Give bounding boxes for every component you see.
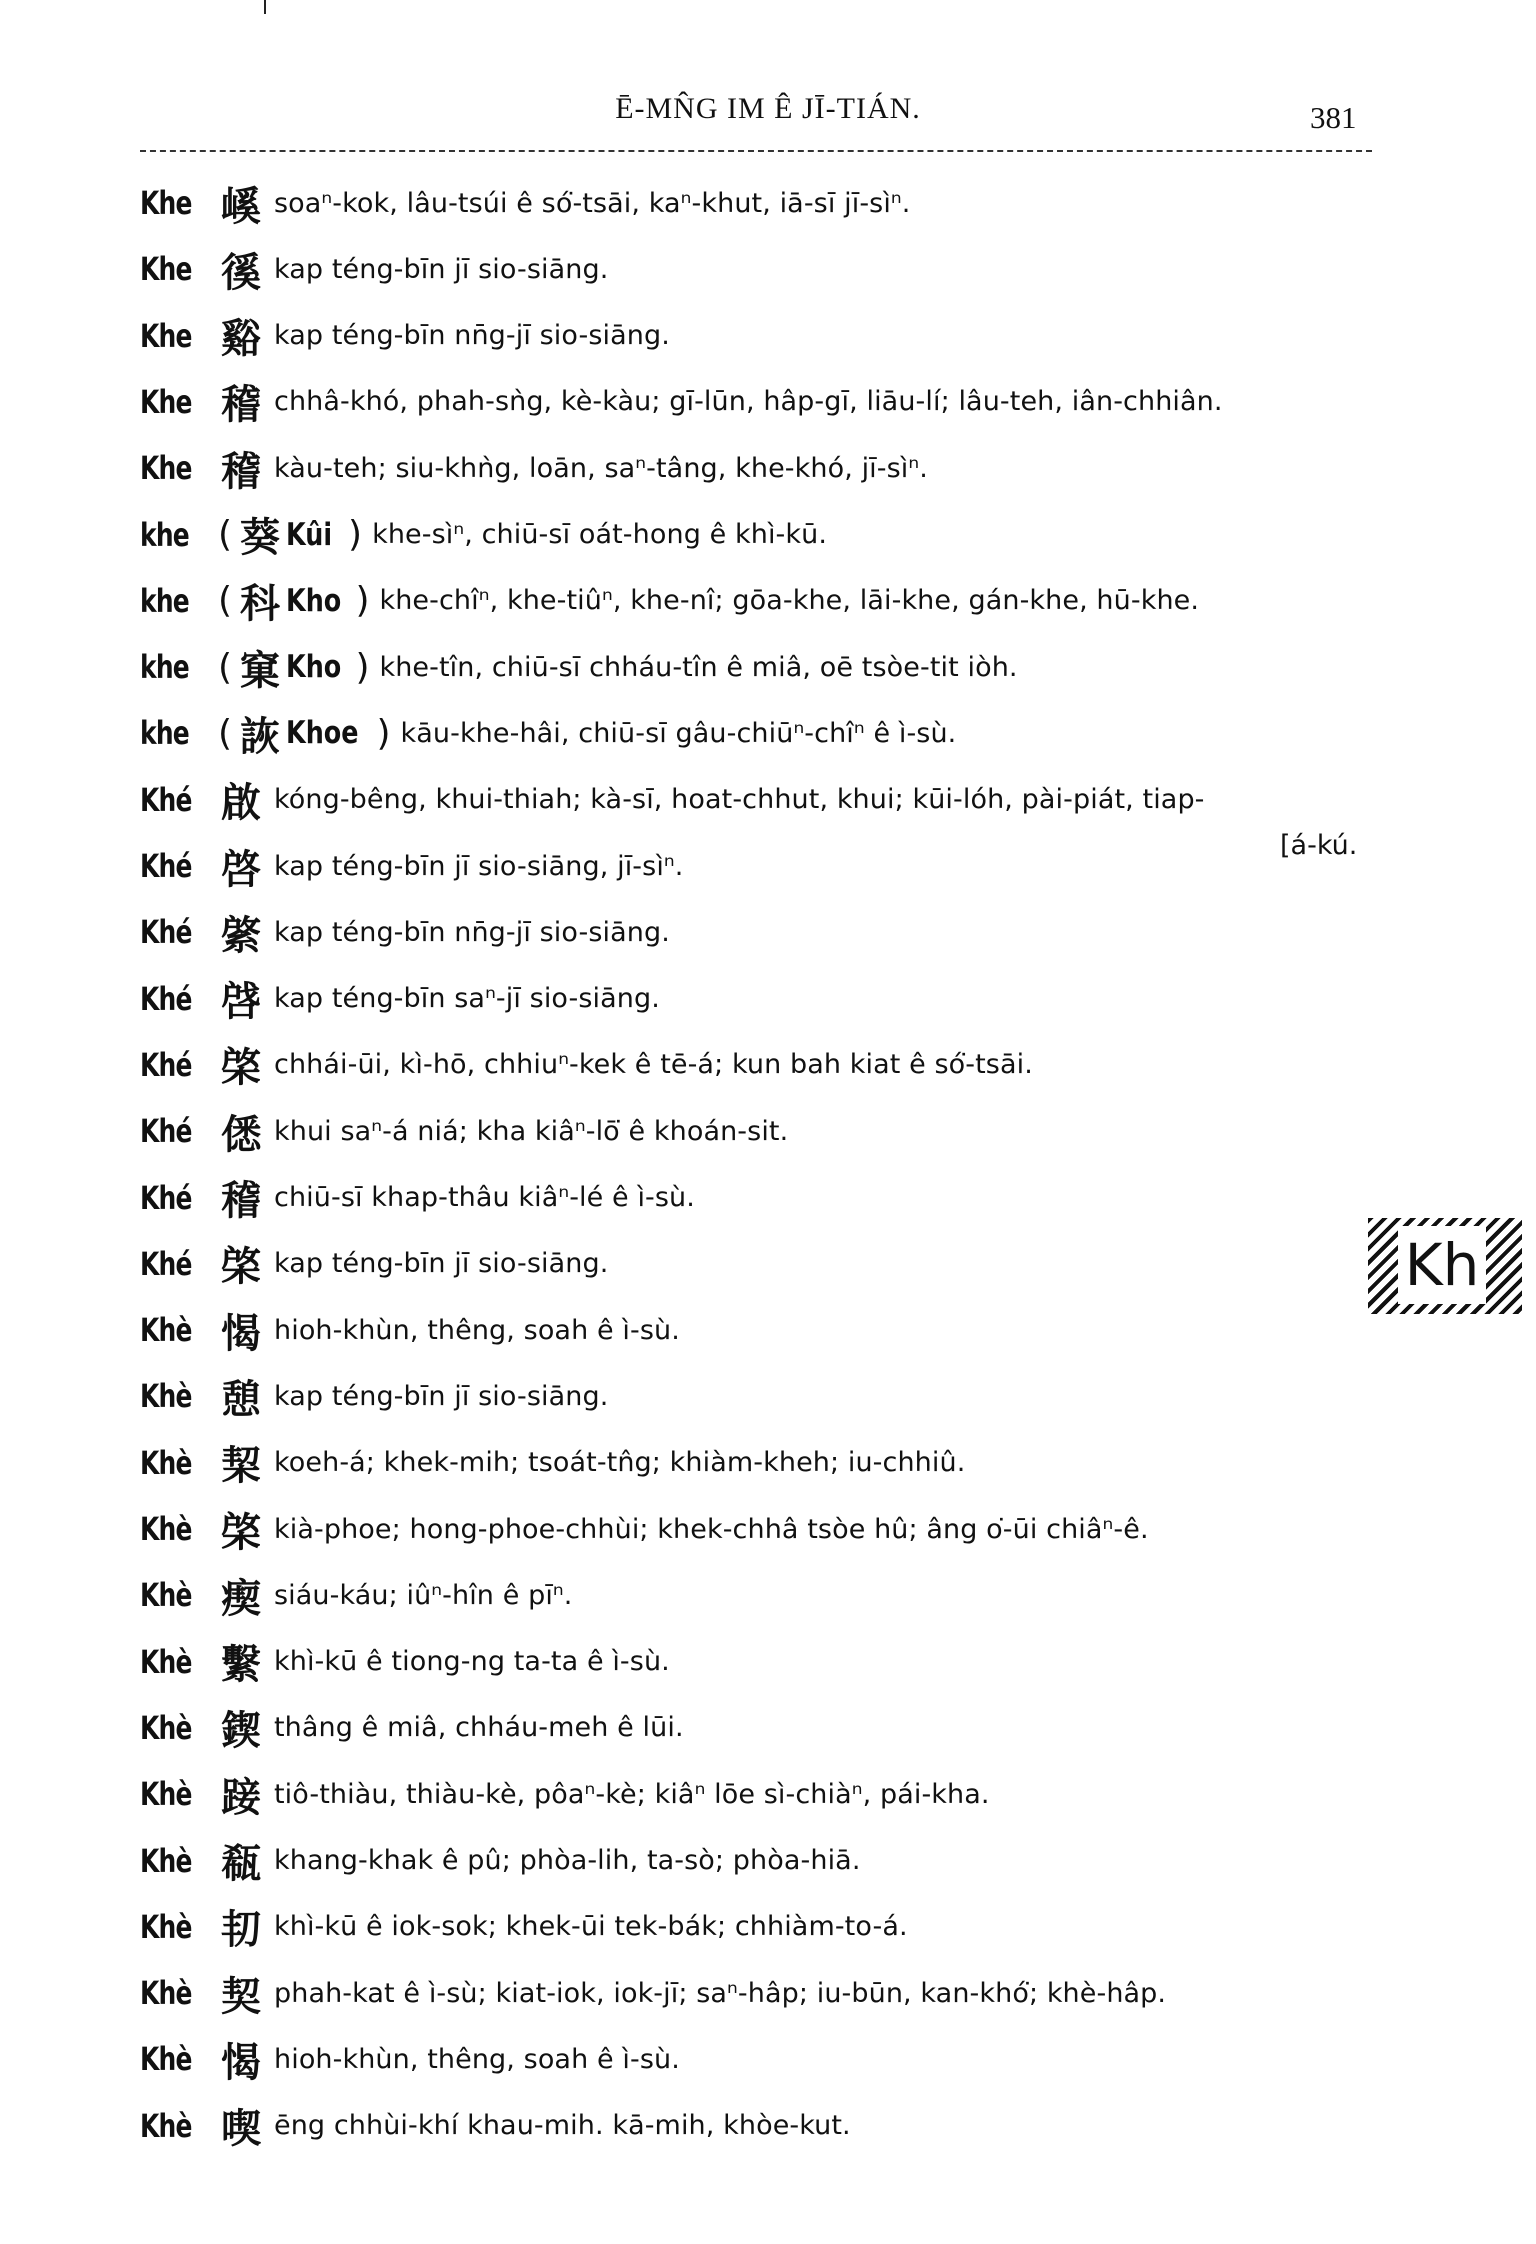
entry-headword: Khé [140, 847, 192, 885]
entry-definition: kāu-khe-hâi, chiū-sī gâu-chiūⁿ-chîⁿ ê ì-sù. [400, 717, 957, 749]
entry-headword: khe [140, 648, 189, 687]
entry-headword: Khé [140, 1112, 192, 1151]
entry-headword: Khè [140, 2040, 192, 2079]
entry-alt-reading: Kho [286, 582, 342, 619]
entry-headword: Khè [140, 1510, 192, 1548]
entry-continuation: [á-kú. [1280, 830, 1358, 861]
dictionary-entry [140, 1430, 1380, 1496]
entry-character: 啓 [221, 846, 261, 893]
entry-character: 踥 [221, 1774, 261, 1821]
entry-definition: chiū-sī khap-thâu kiâⁿ-lé ê ì-sù. [274, 1182, 695, 1213]
close-paren: ) [355, 580, 370, 622]
open-paren: ( [218, 580, 233, 622]
entry-character: 稽 [221, 1178, 261, 1224]
dictionary-entry [140, 369, 1380, 435]
open-paren: ( [218, 514, 233, 555]
dictionary-entry [140, 170, 1380, 236]
entry-headword: khe [140, 714, 189, 753]
top-mark [264, 0, 266, 14]
dictionary-entry [140, 502, 1380, 568]
entry-character: 㓞 [221, 1907, 261, 1954]
entry-definition: kap téng-bīn saⁿ-jī sio-siāng. [274, 983, 660, 1015]
dictionary-entry [140, 1629, 1380, 1695]
entry-definition: khe-sìⁿ, chiū-sī oát-hong ê khì-kū. [372, 519, 828, 550]
entry-definition: phah-kat ê ì-sù; kiat-iok, iok-jī; saⁿ-hâp; iu-būn, kan-khó͘; khè-hâp. [274, 1977, 1167, 2009]
entry-headword: Khè [140, 1576, 192, 1615]
dictionary-entry [140, 1894, 1380, 1960]
entry-headword: Khe [140, 316, 192, 355]
entry-definition: kap téng-bīn jī sio-siāng. [274, 1248, 609, 1280]
entry-definition: kóng-bêng, khui-thiah; kà-sī, hoat-chhut, khui; kūi-lóh, pài-piát, tiap- [274, 784, 1205, 816]
open-paren: ( [218, 646, 233, 688]
entry-character: 谿 [221, 316, 261, 363]
entry-character: 徯 [221, 249, 261, 296]
entry-definition: khui saⁿ-á niá; kha kiâⁿ-lō͘ ê khoán-sit. [274, 1115, 789, 1147]
entry-headword: Khè [140, 1974, 192, 2013]
entry-headword: Khè [140, 1907, 192, 1946]
entry-definition: chhâ-khó, phah-sǹg, kè-kàu; gī-lūn, hâp-gī, liāu-lí; lâu-teh, iân-chhiân. [274, 386, 1223, 418]
entry-definition: kap téng-bīn jī sio-siāng. [274, 253, 609, 285]
dictionary-entry [140, 767, 1380, 833]
entry-headword: Khè [140, 1841, 192, 1880]
entry-headword: Khe [140, 449, 192, 488]
entry-character: 契 [221, 1973, 261, 2020]
dictionary-entry [140, 2026, 1380, 2092]
dictionary-entry [140, 236, 1380, 302]
entry-headword: Khè [140, 1311, 192, 1350]
dictionary-entry [140, 966, 1380, 1032]
entry-definition: koeh-á; khek-mih; tsoát-tn̂g; khiàm-kheh; iu-chhiû. [274, 1447, 966, 1479]
entry-definition: tiô-thiàu, thiàu-kè, pôaⁿ-kè; kiâⁿ lōe sì-chiàⁿ, pái-kha. [274, 1778, 990, 1810]
entry-character: 栔 [221, 1443, 261, 1490]
dictionary-entry [140, 435, 1380, 501]
entry-definition: chhái-ūi, kì-hō, chhiuⁿ-kek ê tē-á; kun bah kiat ê só͘-tsāi. [274, 1049, 1033, 1081]
dictionary-entry [140, 1496, 1380, 1562]
entry-definition: kap téng-bīn nn̄g-jī sio-siāng. [274, 916, 670, 948]
dictionary-entry [140, 833, 1380, 899]
open-paren: ( [218, 712, 233, 754]
entry-character: 嵠 [221, 183, 261, 230]
entry-character: 鍥 [221, 1708, 261, 1755]
dictionary-entry [140, 1562, 1380, 1628]
dictionary-entry [140, 2093, 1380, 2159]
entry-headword: khe [140, 515, 189, 554]
dictionary-entry [140, 899, 1380, 965]
dictionary-entry [140, 1098, 1380, 1164]
entry-headword: Khe [140, 250, 192, 289]
entry-alt-reading: Kûi [286, 516, 333, 553]
entry-definition: soaⁿ-kok, lâu-tsúi ê só͘-tsāi, kaⁿ-khut, iā-sī jī-sìⁿ. [274, 187, 911, 219]
running-header-title: Ē-MN̂G IM Ê JĪ-TIÁN. [615, 92, 921, 125]
entry-headword: khe [140, 581, 189, 620]
entry-definition: khang-khak ê pû; phòa-lih, ta-sò; phòa-hiā. [274, 1845, 861, 1876]
entry-definition: ēng chhùi-khí khau-mih. kā-mih, khòe-kut. [274, 2110, 851, 2142]
close-paren: ) [355, 646, 370, 688]
entry-definition: hioh-khùn, thêng, soah ê ì-sù. [274, 1314, 680, 1346]
entry-character: 瓻 [221, 1841, 261, 1887]
entry-alt-character: 葵 [240, 515, 281, 561]
entry-character: 綮 [221, 912, 261, 959]
entry-headword: Khe [140, 184, 192, 222]
entry-character: 僁 [221, 1111, 261, 1158]
dictionary-entry [140, 1960, 1380, 2026]
entry-character: 稽 [221, 448, 261, 495]
dictionary-entry [140, 1761, 1380, 1827]
entry-headword: Khé [140, 913, 192, 952]
dictionary-entry [140, 634, 1380, 700]
close-paren: ) [376, 712, 391, 754]
entry-character: 啔 [221, 979, 261, 1026]
close-paren: ) [348, 514, 363, 555]
dictionary-entry [140, 1695, 1380, 1761]
thumb-index-tab [1368, 1218, 1522, 1314]
page-number: 381 [1310, 100, 1357, 135]
entry-alt-reading: Khoe [286, 715, 359, 752]
entry-headword: Khè [140, 1775, 192, 1814]
entry-character: 稽 [221, 382, 261, 429]
entry-definition: khe-tîn, chiū-sī chháu-tîn ê miâ, oē tsòe-tit iòh. [379, 651, 1018, 683]
entry-alt-character: 詼 [240, 713, 281, 760]
dictionary-entry [140, 1297, 1380, 1363]
entry-headword: Khé [140, 1178, 192, 1217]
entry-definition: kià-phoe; hong-phoe-chhùi; khek-chhâ tsòe hû; âng o͘-ūi chiâⁿ-ê. [274, 1513, 1149, 1545]
entry-definition: kap téng-bīn nn̄g-jī sio-siāng. [274, 320, 670, 352]
entry-definition: thâng ê miâ, chháu-meh ê lūi. [274, 1712, 684, 1744]
entry-character: 憩 [221, 1376, 261, 1423]
dictionary-entry [140, 1231, 1380, 1297]
entry-headword: Khé [140, 780, 192, 819]
dictionary-entry [140, 1032, 1380, 1098]
entry-definition: khì-kū ê iok-sok; khek-ūi tek-bák; chhiàm-to-á. [274, 1911, 908, 1943]
dictionary-entry [140, 568, 1380, 634]
entry-character: 棨 [221, 1045, 261, 1092]
entry-definition: kap téng-bīn jī sio-siāng, jī-sìⁿ. [274, 850, 684, 882]
entry-character: 啟 [221, 780, 261, 827]
entry-character: 愒 [221, 1310, 261, 1357]
entry-character: 繫 [221, 1642, 261, 1689]
entry-definition: khì-kū ê tiong-ng ta-ta ê ì-sù. [274, 1646, 670, 1678]
entry-definition: kàu-teh; siu-khǹg, loān, saⁿ-tâng, khe-khó, jī-sìⁿ. [274, 452, 928, 484]
thumb-index-label: Kh [1398, 1226, 1486, 1304]
entry-headword: Khè [140, 1443, 192, 1482]
entry-headword: Khè [140, 2106, 192, 2145]
dictionary-entry [140, 1363, 1380, 1429]
entry-alt-character: 科 [240, 581, 281, 628]
dictionary-entry [140, 303, 1380, 369]
entry-character: 瘈 [221, 1575, 261, 1622]
dictionary-entry [140, 1165, 1380, 1231]
dictionary-entry [140, 700, 1380, 766]
entry-definition: kap téng-bīn jī sio-siāng. [274, 1380, 609, 1412]
entry-character: 愒 [221, 2039, 261, 2086]
dictionary-entry [140, 1828, 1380, 1894]
entry-alt-reading: Kho [286, 649, 342, 686]
entry-headword: Khè [140, 1642, 192, 1681]
entry-character: 棨 [221, 1509, 261, 1556]
entry-definition: hioh-khùn, thêng, soah ê ì-sù. [274, 2043, 680, 2075]
entry-alt-character: 窠 [240, 647, 281, 694]
entry-headword: Khé [140, 1244, 192, 1283]
entry-headword: Khè [140, 1377, 192, 1416]
entry-headword: Khé [140, 979, 192, 1018]
entry-character: 喫 [221, 2106, 261, 2153]
header-rule [140, 150, 1372, 152]
entry-headword: Khé [140, 1045, 192, 1084]
entry-definition: siáu-káu; iûⁿ-hîn ê pīⁿ. [274, 1579, 573, 1611]
entry-headword: Khe [140, 382, 192, 421]
entry-definition: khe-chîⁿ, khe-tiûⁿ, khe-nî; gōa-khe, lāi-khe, gán-khe, hū-khe. [379, 585, 1200, 617]
entry-character: 棨 [221, 1244, 261, 1291]
entry-headword: Khè [140, 1708, 192, 1747]
